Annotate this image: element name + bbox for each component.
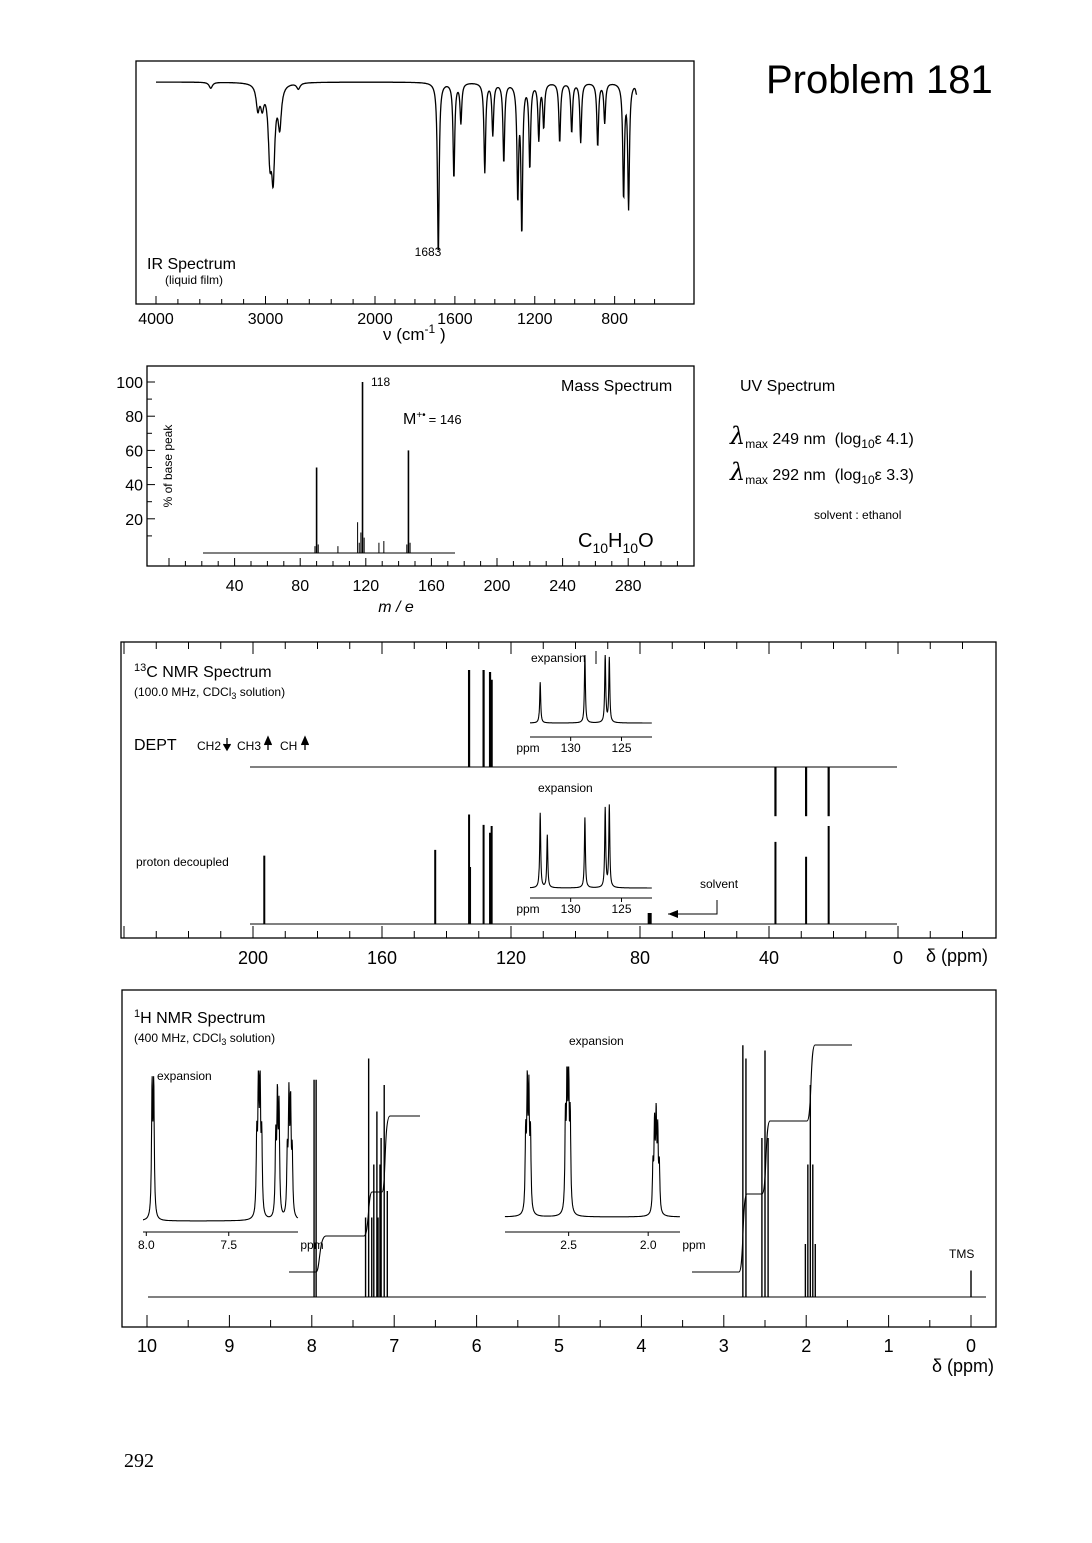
c13-subtitle: (100.0 MHz, CDCl$_3$ solution) [134, 685, 286, 701]
page-title: Problem 181 [766, 58, 993, 102]
solvent-label: solvent [700, 877, 739, 891]
ms-y-tick-label: 60 [125, 443, 143, 461]
ir-tick-label: 1600 [437, 311, 473, 328]
uv-row-2: $\lambda_{max}$ 292 nm ($\log_{10}\varepsilon$ 3.3) [730, 458, 914, 488]
c13-tick-labels [238, 948, 903, 968]
ms-peak-label-118: 118 [371, 375, 391, 389]
c13-tick-label: 40 [758, 948, 780, 968]
h1-expansion-tick-label: ppm [300, 1238, 324, 1252]
ir-x-label: ν ($cm^{-1}$ ) [383, 322, 446, 344]
h1-expansion-tick-label: 2.5 [560, 1238, 577, 1252]
h1-tick-label: 1 [883, 1336, 894, 1356]
h1-expansion-trace [505, 1067, 680, 1217]
h1-tick-label: 4 [636, 1336, 647, 1356]
lambda-symbol: λ [730, 422, 746, 450]
uv-title: UV Spectrum [740, 378, 836, 395]
solvent-peak [648, 913, 652, 924]
c13-expansion-label-1: expansion [531, 651, 586, 665]
ms-y-tick-label: 80 [125, 409, 143, 427]
expansion-ppm-label: ppm [516, 741, 540, 755]
dept-key [197, 737, 309, 753]
mass-spectrum-chart [116, 366, 694, 616]
ms-x-tick-label: 240 [549, 578, 576, 595]
ms-peaks [315, 382, 410, 553]
arrow-left-icon [668, 910, 678, 918]
c13-dept-expansion [516, 655, 652, 755]
integral-curve [692, 1045, 852, 1272]
expansion-tick-label: 130 [560, 902, 581, 916]
c13-decoupled-expansion [516, 804, 652, 916]
ms-x-tick-label: 40 [225, 578, 244, 595]
c13-x-label: δ (ppm) [926, 946, 989, 966]
ms-title: Mass Spectrum [561, 378, 673, 395]
h1-tick-label: 10 [136, 1336, 158, 1356]
uv-lambda-2: 292 nm [772, 467, 826, 484]
h1-expansion-tick-label: 2.0 [639, 1238, 657, 1252]
ms-x-tick-label: 120 [352, 578, 380, 595]
ir-tick-label: 3000 [247, 311, 284, 328]
c13-tick-label: 200 [237, 948, 269, 968]
ms-y-label: % of base peak [161, 424, 175, 508]
ir-spectrum-chart [136, 61, 694, 344]
ir-tick-label: 800 [601, 311, 628, 328]
h1-expansion-trace [143, 1071, 298, 1221]
ms-axis-ticks [147, 382, 677, 566]
proton-decoupled-label: proton decoupled [136, 855, 229, 869]
expansion-trace [530, 804, 652, 888]
c13-tick-label: 160 [366, 948, 398, 968]
dept-key-ch3: CH3 [237, 739, 262, 753]
h1-tick-label: 7 [389, 1336, 400, 1356]
ms-x-tick-label: 160 [418, 578, 445, 595]
h1-tick-label: 5 [553, 1336, 565, 1356]
h1-aromatic-expansion [138, 1071, 324, 1252]
uv-row-1: $\lambda_{max}$ 249 nm ($\log_{10}\varepsilon$ 4.1) [730, 422, 914, 452]
expansion-ppm-label: ppm [516, 902, 540, 916]
ms-y-tick-label: 20 [125, 511, 143, 529]
h1-title: $^1$H NMR Spectrum [134, 1008, 266, 1027]
lambda-symbol: λ [730, 458, 746, 486]
dept-key-ch2: CH2 [197, 739, 222, 753]
h1-tick-label: 0 [965, 1336, 977, 1356]
c13-tick-label: 80 [629, 948, 651, 968]
ms-x-tick-label: 80 [291, 578, 310, 595]
uv-log-eps-1: ε 4.1) [874, 431, 914, 448]
ir-tick-label: 1200 [516, 311, 553, 328]
h1-expansion-tick-label: 8.0 [137, 1238, 155, 1252]
c13-title: $^{13}$C NMR Spectrum [134, 662, 272, 681]
ir-subtitle: (liquid film) [165, 273, 224, 287]
ir-trace [156, 82, 637, 250]
h1-tick-label: 2 [801, 1336, 812, 1356]
uv-solvent: solvent : ethanol [814, 508, 902, 522]
ir-title: IR Spectrum [147, 256, 236, 273]
h1-tick-label: 9 [224, 1336, 235, 1356]
arrow-up-icon [302, 737, 309, 750]
ms-x-tick-label: 280 [614, 578, 642, 595]
h1-expansion-label-aromatic: expansion [157, 1069, 212, 1083]
h1-tick-labels [137, 1336, 976, 1356]
h1-subtitle: (400 MHz, CDCl$_3$ solution) [134, 1031, 276, 1047]
expansion-trace [530, 655, 652, 723]
h1-tick-label: 3 [718, 1336, 729, 1356]
ms-y-tick-label: 40 [125, 477, 143, 495]
h1-axis-ticks [147, 1315, 971, 1327]
h1-tick-label: 8 [306, 1336, 317, 1356]
tms-label: TMS [949, 1247, 975, 1261]
uv-lambda-1: 249 nm [772, 431, 826, 448]
c13-nmr-chart [121, 642, 996, 968]
h1-tick-label: 6 [471, 1336, 482, 1356]
ir-axis-ticks [156, 296, 655, 304]
c13-tick-label: 0 [892, 948, 904, 968]
ms-x-label: m / e [378, 599, 414, 616]
ms-x-tick-label: 200 [483, 578, 511, 595]
expansion-tick-label: 130 [560, 741, 581, 755]
page-number: 292 [124, 1450, 154, 1472]
ms-molecular-ion: M+• $_{= 146}$ [403, 410, 462, 428]
expansion-tick-label: 125 [611, 902, 632, 916]
h1-expansion-label-aliphatic: expansion [569, 1034, 624, 1048]
h1-peaks [314, 1045, 971, 1297]
dept-label: DEPT [134, 737, 177, 754]
h1-nmr-chart [122, 990, 996, 1376]
ir-peak-label-1683: 1683 [414, 245, 442, 259]
ms-y-tick-label: 100 [116, 375, 143, 392]
c13-expansion-label-2: expansion [538, 781, 593, 795]
h1-x-label: δ (ppm) [932, 1356, 995, 1376]
h1-expansion-tick-label: ppm [682, 1238, 706, 1252]
ir-tick-label: 2000 [357, 311, 393, 328]
arrow-up-icon [265, 737, 272, 750]
arrow-down-icon [224, 738, 231, 750]
dept-key-ch: CH [280, 739, 298, 753]
ms-formula: $C_{10}H_{10}O$ [578, 530, 654, 556]
expansion-tick-label: 125 [611, 741, 632, 755]
h1-aliphatic-expansion [505, 1067, 706, 1252]
ir-tick-label: 4000 [138, 311, 174, 328]
uv-log-eps-2: ε 3.3) [874, 467, 914, 484]
h1-expansion-tick-label: 7.5 [220, 1238, 238, 1252]
c13-tick-label: 120 [495, 948, 527, 968]
